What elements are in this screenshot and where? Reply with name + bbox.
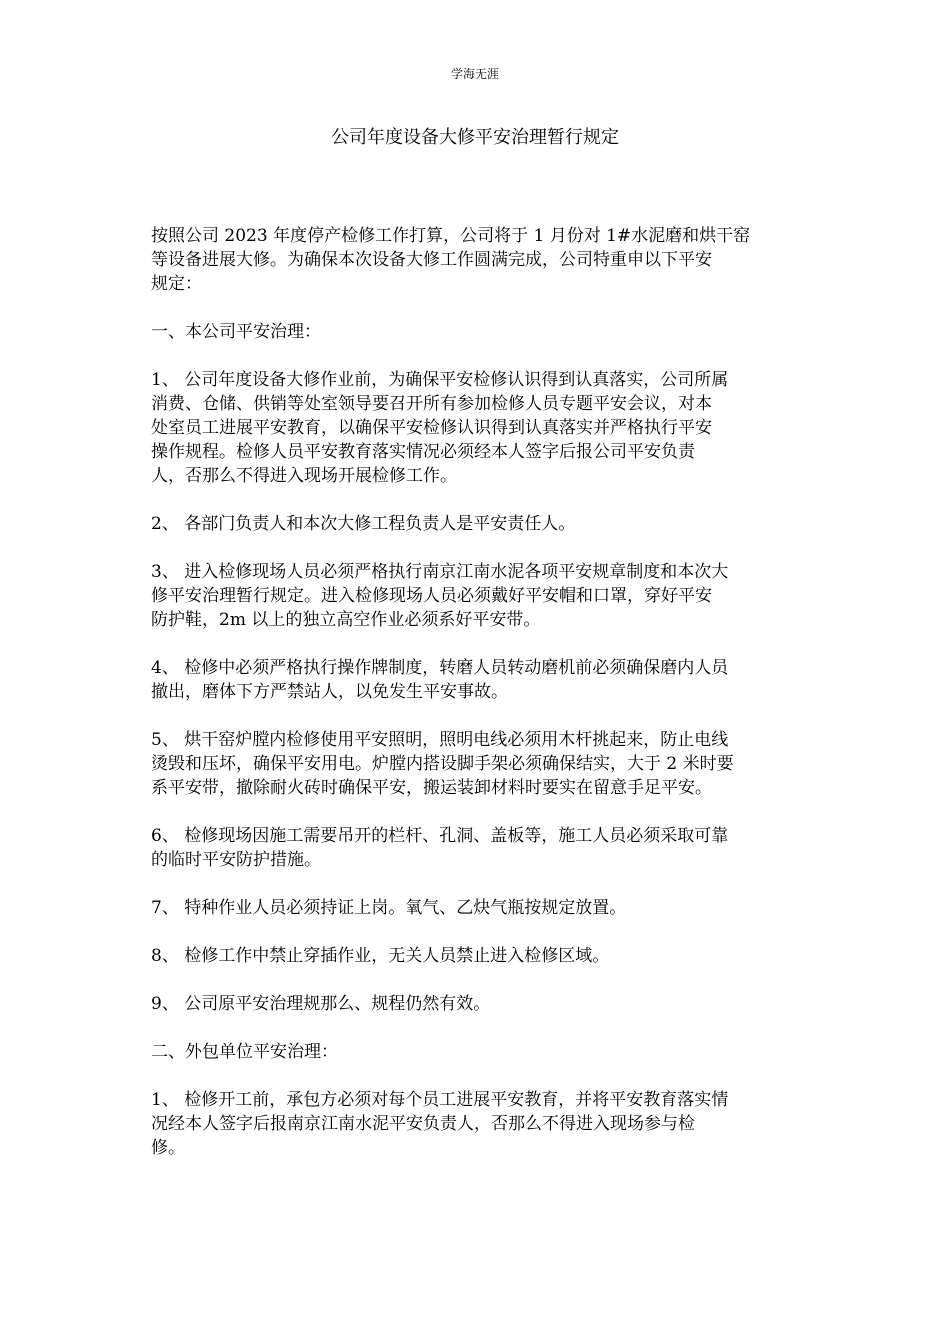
section-heading-contractor: 二、外包单位平安治理： [151,1042,338,1062]
clause-1-2: 2、 各部门负责人和本次大修工程负责人是平安责任人。 [151,514,576,534]
clause-1-4: 4、 检修中必须严格执行操作牌制度，转磨人员转动磨机前必须确保磨内人员 撤出，磨体下方严禁站人，以免发生平安事故。 [151,658,729,702]
clause-1-6: 6、 检修现场因施工需要吊开的栏杆、孔洞、盖板等，施工人员必须采取可靠 的临时平安防护措施。 [151,826,729,870]
document-body [151,224,807,1184]
document-title: 公司年度设备大修平安治理暂行规定 [331,127,619,148]
intro-paragraph: 按照公司 2023 年度停产检修工作打算，公司将于 1 月份对 1#水泥磨和烘干窑 等设备进展大修。为确保本次设备大修工作圆满完成，公司特重申以下平安 规定： [151,226,751,294]
clause-1-7: 7、 特种作业人员必须持证上岗。氧气、乙炔气瓶按规定放置。 [151,898,627,918]
clause-1-5: 5、 烘干窑炉膛内检修使用平安照明，照明电线必须用木杆挑起来，防止电线 烫毁和压坏，确保平安用电。炉膛内搭设脚手架必须确保结实，大于 2 米时要 系平安带，撤除耐火砖时确保平安，搬运装卸材料时要实在留意手足平安。 [151,730,734,798]
clause-1-3: 3、 进入检修现场人员必须严格执行南京江南水泥各项平安规章制度和本次大 修平安治理暂行规定。进入检修现场人员必须戴好平安帽和口罩，穿好平安 防护鞋，2m 以上的独立高空作业必须系好平安带。 [151,562,729,630]
clause-1-9: 9、 公司原平安治理规那么、规程仍然有效。 [151,994,491,1014]
section-heading-company: 一、本公司平安治理： [151,322,321,342]
page-header-note: 学海无涯 [450,67,499,81]
clause-1-8: 8、 检修工作中禁止穿插作业，无关人员禁止进入检修区域。 [151,946,610,966]
clause-2-1: 1、 检修开工前，承包方必须对每个员工进展平安教育，并将平安教育落实情 况经本人签字后报南京江南水泥平安负责人，否那么不得进入现场参与检 修。 [151,1090,729,1158]
clause-1-1: 1、 公司年度设备大修作业前，为确保平安检修认识得到认真落实，公司所属 消费、仓储、供销等处室领导要召开所有参加检修人员专题平安会议，对本 处室员工进展平安教育，以确保平安检修认识得到认真落实并严格执行平安 操作规程。检修人员平安教育落实情况必须经本人签字后报公司平安负责 人，否那么不得进入现场开展检修工作。 [151,370,729,486]
